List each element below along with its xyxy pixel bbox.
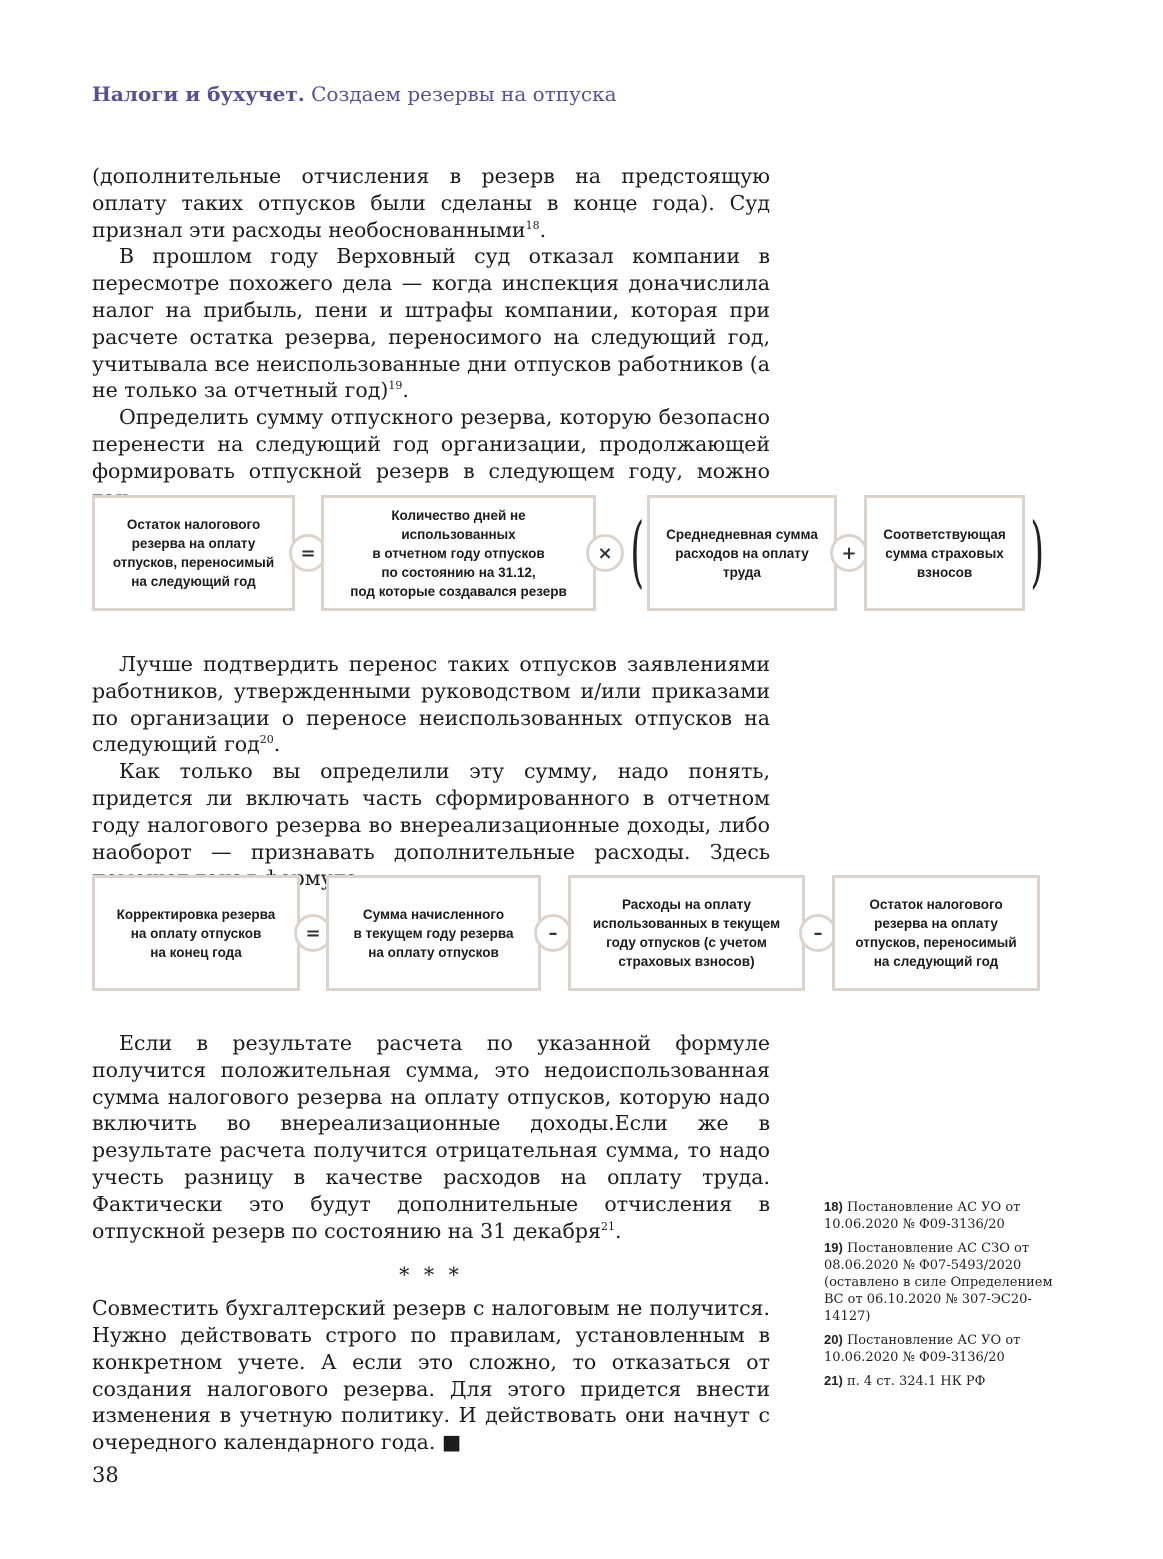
paragraph-4: Лучше подтвердить перенос таких отпусков заявлениями работников, утвержденными руководством и/или приказами по организации о переносе неиспользованных отпусков на следующий год$^{20}$. [92,652,770,757]
minus-sign: – [799,914,837,952]
text-block-3 [92,1030,770,1456]
footnote-ref-18: 18 [525,218,540,232]
formula-adjustment [92,875,1042,997]
header-title: Создаем резервы на отпуска [311,82,617,106]
formula2-box-adjustment: Корректировка резерва на оплату отпусков на конец года [92,875,300,991]
open-parenthesis: ( [630,507,645,597]
section-separator: * * * [399,1263,463,1288]
minus-sign: – [534,914,572,952]
text-block-1 [92,163,770,511]
end-mark: ■ [441,1430,462,1455]
footnote-ref-20: 20 [259,733,274,747]
footnote-21: 21) п. 4 ст. 324.1 НК РФ [824,1373,986,1389]
formula1-box-insurance: Соответствующая сумма страховых взносов [864,495,1025,611]
plus-sign: + [830,534,868,572]
paragraph-7: Совместить бухгалтерский резерв с налоговым не получится. Нужно действовать строго по правилам, установленным в конкретном учете. А если это сложно, то отказаться от создания налогового резерва. Для этого придется внести изменения в учетную политику. И действовать они начнут с очередного календарного года. ■ [92,1296,770,1455]
footnote-19: 19) Постановление АС СЗО от 08.06.2020 № Ф07-5493/2020 (оставлено в силе Определением ВС от 06.10.2020 № 307-ЭС20-14127) [824,1240,1053,1324]
formula2-box-accrued: Сумма начисленного в текущем году резерва на оплату отпусков [326,875,541,991]
close-parenthesis: ) [1030,507,1045,597]
paragraph-3: Определить сумму отпускного резерва, которую безопасно перенести на следующий год организации, продолжающей формировать отпускной резерв в следующем году, можно [92,405,770,483]
formula1-box-average-daily: Среднедневная сумма расходов на оплату труда [647,495,837,611]
footnote-20: 20) Постановление АС УО от 10.06.2020 № Ф09-3136/20 [824,1332,1021,1365]
formula2-box-balance: Остаток налогового резерва на оплату отпусков, переносимый на следующий год [832,875,1040,991]
text-block-2 [92,651,770,892]
footnote-ref-21: 21 [600,1219,615,1233]
formula1-box-days: Количество дней не использованных в отчетном году отпусков по состоянию на 31.12, под которые создавался резерв [321,495,596,611]
equals-sign: = [294,914,332,952]
footnote-ref-19: 19 [388,379,403,393]
formula2-box-expenses: Расходы на оплату использованных в текущем году отпусков (с учетом страховых взносов) [568,875,805,991]
formula-carryover [92,495,1052,617]
paragraph-1: (дополнительные отчисления в резерв на предстоящую оплату таких отпусков были сделаны в конце года). Суд признал эти расходы необоснованными$^{18}$. [92,164,770,242]
page-number: 38 [92,1463,119,1487]
header-section: Налоги и бухучет. [92,82,305,106]
footnote-18: 18) Постановление АС УО от 10.06.2020 № Ф09-3136/20 [824,1199,1021,1232]
footnotes [824,1198,1064,1396]
formula1-box-balance: Остаток налогового резерва на оплату отпусков, переносимый на следующий год [92,495,295,611]
paragraph-2: В прошлом году Верховный суд отказал компании в пересмотре похожего дела — когда инспекция доначислила налог на прибыль, пени и штрафы компании, которая при расчете остатка резерва, переносимого на следующий год, учитывала все неиспользованные дни отпусков работников (а не только за отчетный год)$^{19}$. [92,244,770,403]
multiply-sign: × [586,534,624,572]
paragraph-5: Как только вы определили эту сумму, надо понять, придется ли включать часть сформированного в отчетном году налогового резерва во внереализационные доходы, либо наоборот — признавать дополнительные расходы. Здесь формула: [92,759,770,891]
equals-sign: = [289,534,327,572]
paragraph-6: Если в результате расчета по указанной формуле получится положительная сумма, это недоиспользованная сумма налогового резерва на оплату отпусков, которую надо включить во внереализационные доходы.Если же в результате расчета получится отрицательная сумма, то надо учесть разницу в качестве расходов на оплату труда. Фактически это будут дополнительные отчисления в отпускной резерв по состоянию на 31 декабря$^{21}$. [92,1031,770,1243]
running-header [92,82,617,106]
